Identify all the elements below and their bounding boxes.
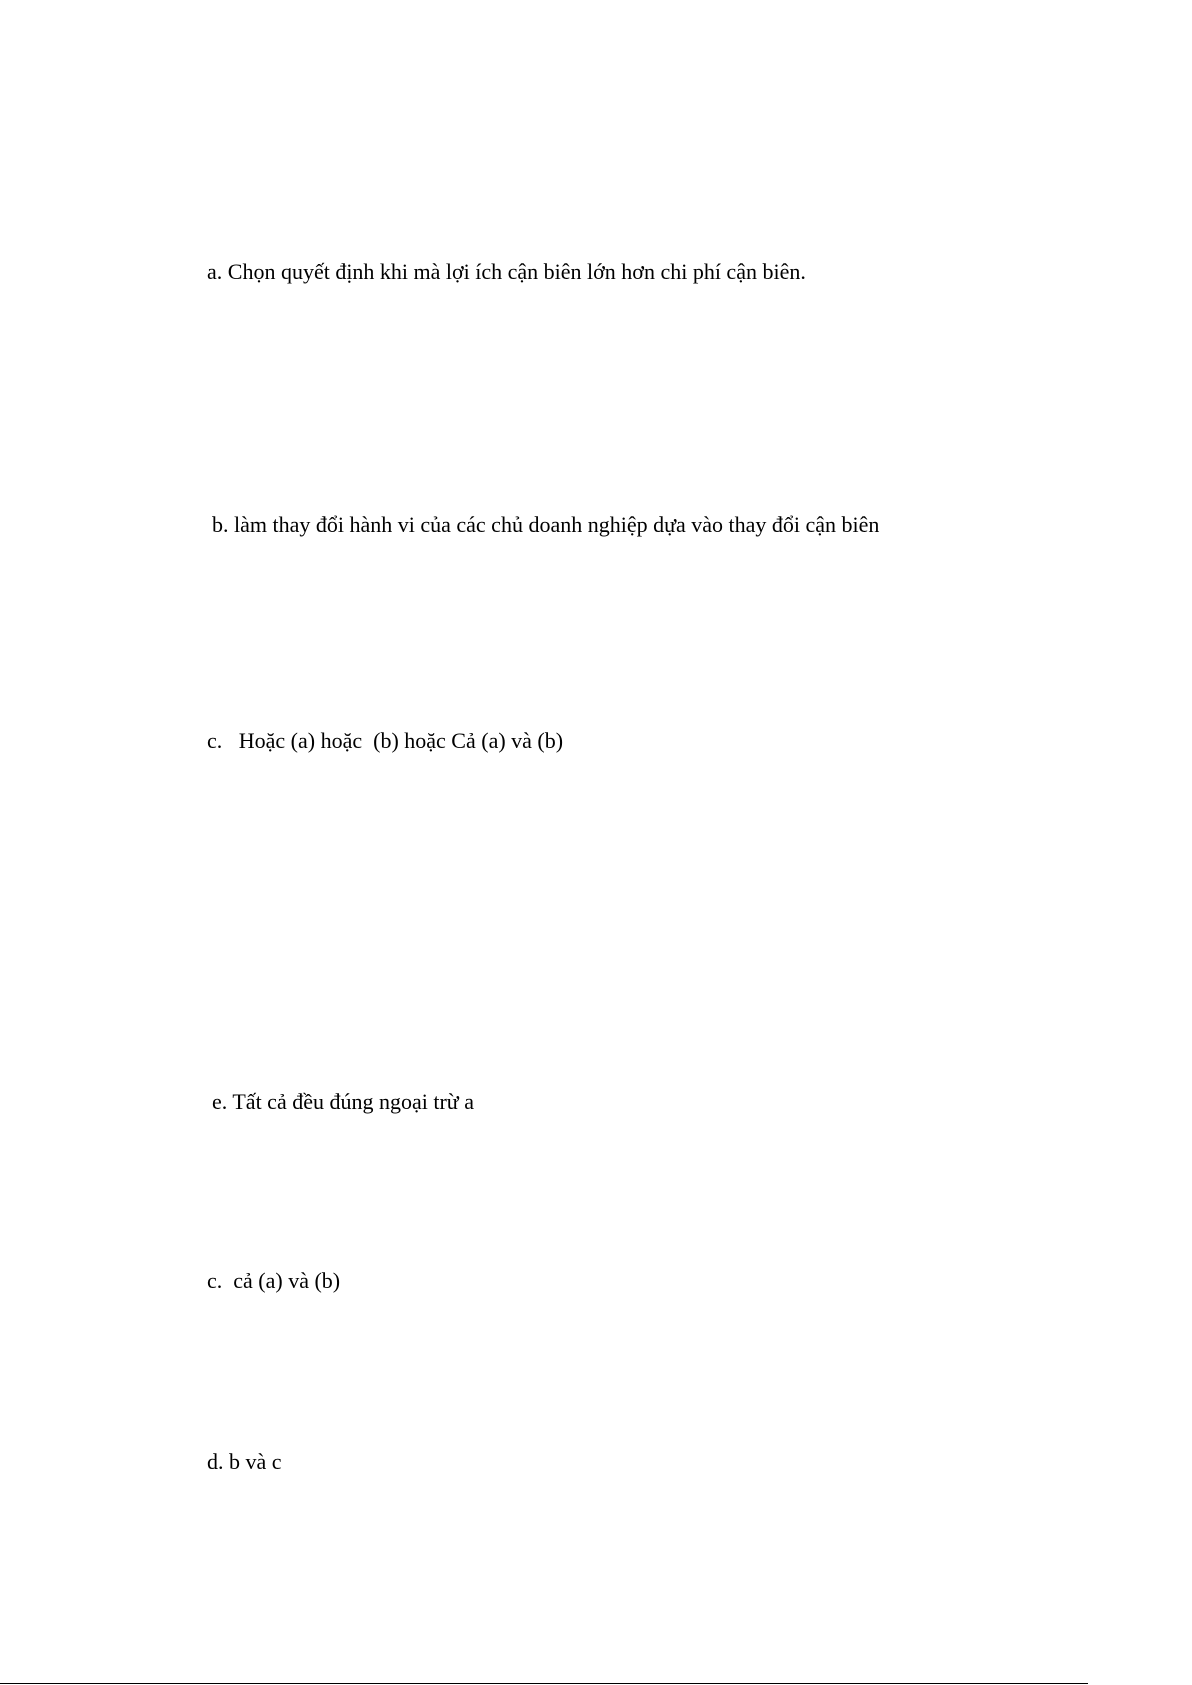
answer-option-e: e. Tất cả đều đúng ngoại trừ a: [212, 1089, 474, 1114]
answer-option-c-both: c. cả (a) và (b): [207, 1268, 341, 1293]
answer-option-b: b. làm thay đổi hành vi của các chủ doanh nghiệp dựa vào thay đổi cận biên: [212, 512, 880, 537]
answer-option-a: a. Chọn quyết định khi mà lợi ích cận biên lớn hơn chi phí cận biên.: [207, 259, 806, 284]
page-bottom-divider: [0, 1683, 1088, 1684]
answer-option-c-either: c. Hoặc (a) hoặc (b) hoặc Cả (a) và (b): [207, 728, 564, 753]
answer-option-d: d. b và c: [207, 1449, 282, 1474]
